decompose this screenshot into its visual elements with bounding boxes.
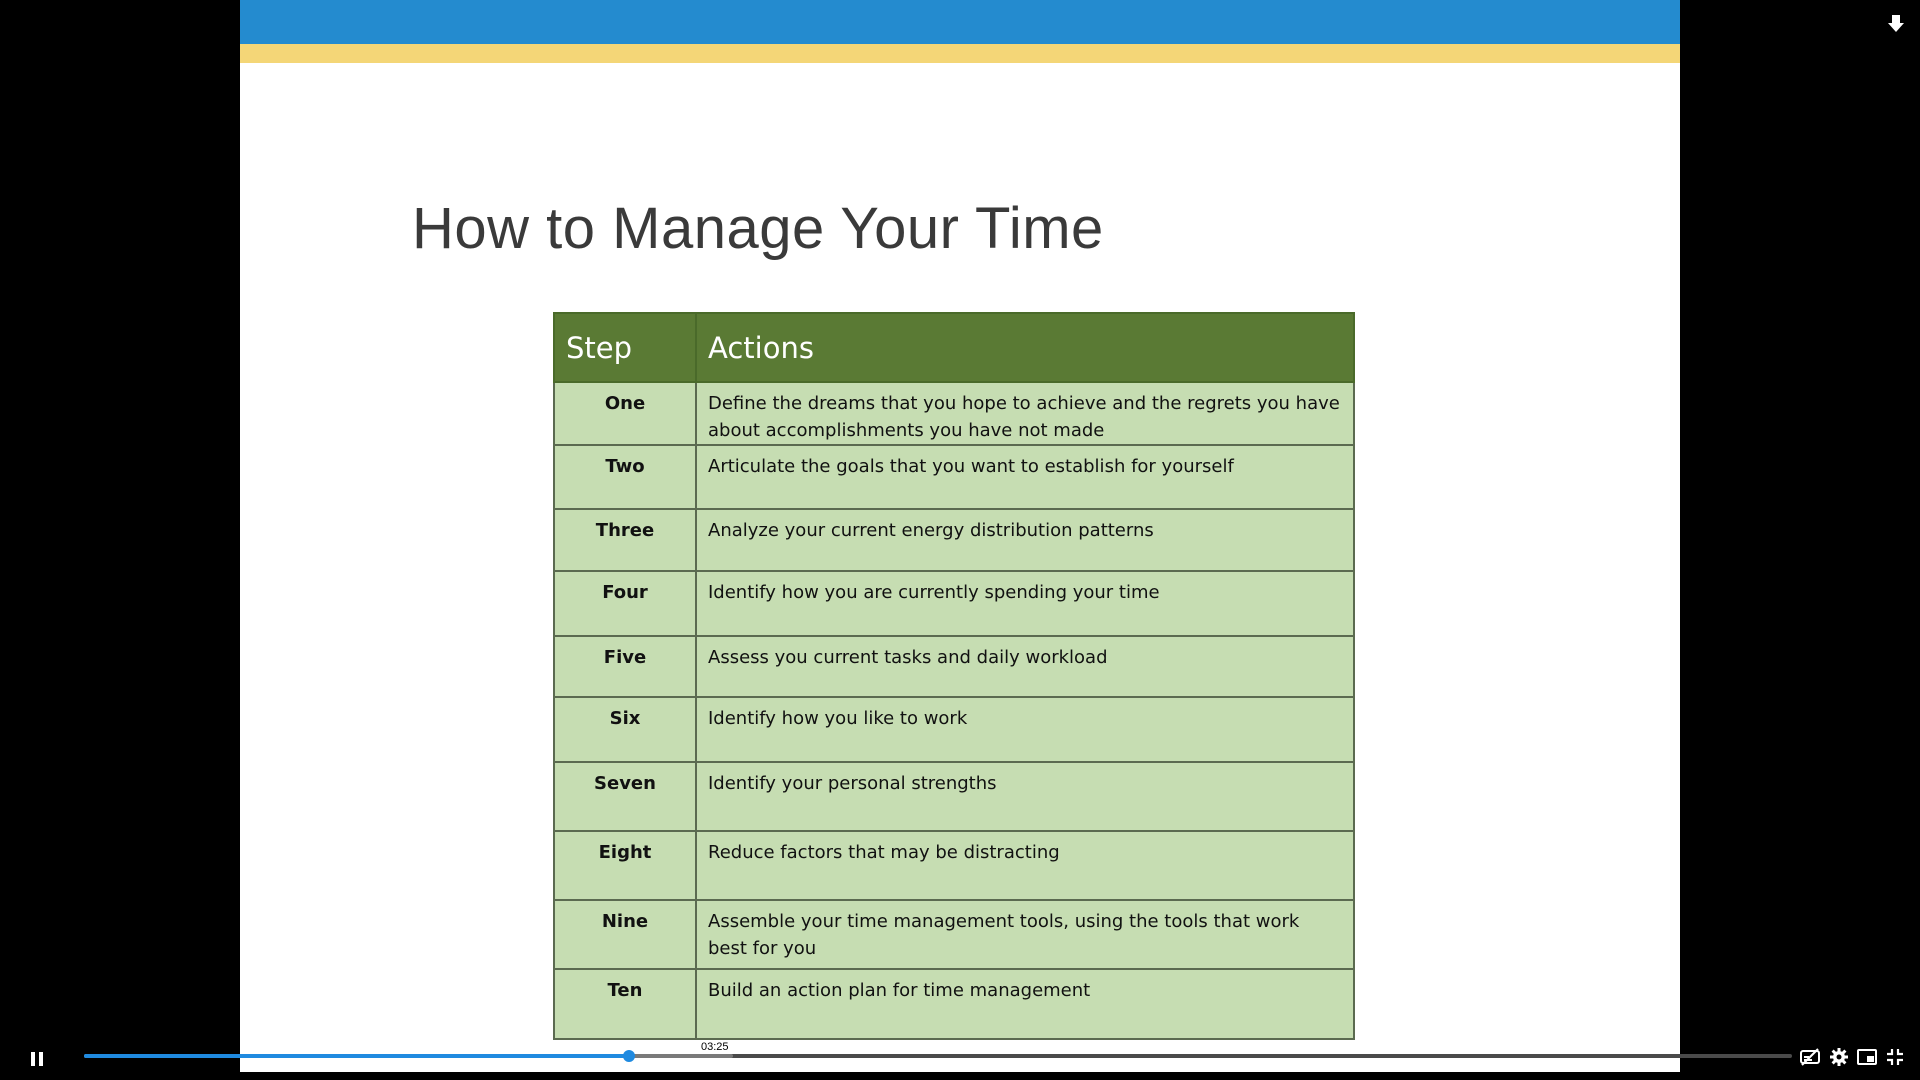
table-row	[554, 697, 1354, 762]
seek-bar[interactable]	[84, 1041, 1792, 1058]
picture-in-picture-icon[interactable]	[1855, 1045, 1879, 1069]
action-cell: Identify how you are currently spending your time	[696, 571, 1354, 636]
step-cell: Six	[554, 697, 696, 762]
step-cell: Two	[554, 445, 696, 509]
step-cell: Five	[554, 636, 696, 697]
table-row	[554, 382, 1354, 445]
table-row	[554, 636, 1354, 697]
step-cell: Four	[554, 571, 696, 636]
step-cell: Seven	[554, 762, 696, 831]
header-step: Step	[554, 313, 696, 382]
download-arrow-icon[interactable]	[1884, 12, 1908, 36]
action-cell: Analyze your current energy distribution patterns	[696, 509, 1354, 571]
table-row	[554, 831, 1354, 900]
slide	[240, 0, 1680, 1072]
header-actions: Actions	[696, 313, 1354, 382]
slide-title: How to Manage Your Time	[412, 196, 1104, 261]
table-row	[554, 445, 1354, 509]
action-cell: Articulate the goals that you want to establish for yourself	[696, 445, 1354, 509]
exit-fullscreen-icon[interactable]	[1883, 1045, 1907, 1069]
step-cell: Eight	[554, 831, 696, 900]
settings-gear-icon[interactable]	[1827, 1045, 1851, 1069]
pause-icon-bar	[39, 1052, 43, 1066]
steps-table	[553, 312, 1355, 1040]
action-cell: Identify your personal strengths	[696, 762, 1354, 831]
subtitles-off-icon[interactable]	[1798, 1045, 1822, 1069]
table-row	[554, 571, 1354, 636]
action-cell: Assemble your time management tools, using the tools that work best for you	[696, 900, 1354, 969]
step-cell: Three	[554, 509, 696, 571]
video-controls-bar	[0, 1040, 1920, 1080]
step-cell: Ten	[554, 969, 696, 1039]
action-cell: Identify how you like to work	[696, 697, 1354, 762]
table-row	[554, 900, 1354, 969]
step-cell: Nine	[554, 900, 696, 969]
table-row	[554, 509, 1354, 571]
seek-handle[interactable]	[623, 1050, 635, 1062]
action-cell: Define the dreams that you hope to achieve and the regrets you have about accomplishments you have not made	[696, 382, 1354, 445]
pause-icon	[31, 1052, 35, 1066]
slide-top-band	[240, 0, 1680, 44]
table-row	[554, 969, 1354, 1039]
table-row	[554, 762, 1354, 831]
action-cell: Build an action plan for time management	[696, 969, 1354, 1039]
slide-accent-band	[240, 44, 1680, 63]
time-tooltip: 03:25	[696, 1040, 734, 1054]
action-cell: Reduce factors that may be distracting	[696, 831, 1354, 900]
action-cell: Assess you current tasks and daily workload	[696, 636, 1354, 697]
step-cell: One	[554, 382, 696, 445]
seek-progress	[84, 1054, 629, 1058]
pause-button[interactable]	[26, 1048, 48, 1070]
table-header-row	[554, 313, 1354, 382]
